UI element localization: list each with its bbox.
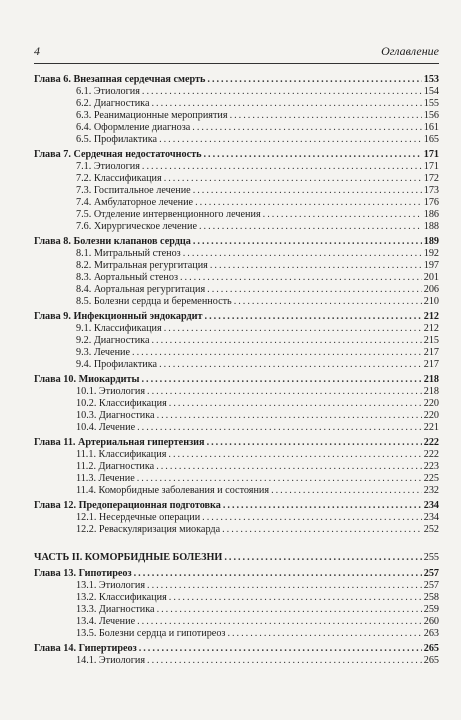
toc-entry-title: 12.2. Реваскуляризация миокарда <box>76 524 221 535</box>
dot-leader <box>192 122 421 134</box>
dot-leader <box>157 604 422 616</box>
toc-entry-title: 7.5. Отделение интервенционного лечения <box>76 209 261 220</box>
toc-entry-title: Глава 6. Внезапная сердечная смерть <box>34 74 206 85</box>
toc-page-number: 257 <box>423 568 439 579</box>
toc-section-entry <box>34 335 439 347</box>
toc-entry-title: Глава 7. Сердечная недостаточность <box>34 149 202 160</box>
toc-section-entry <box>34 359 439 371</box>
toc-entry-title: 13.2. Классификация <box>76 592 167 603</box>
toc-chapter-entry <box>34 74 439 86</box>
dot-leader <box>151 335 421 347</box>
toc-entry-title: 11.3. Лечение <box>76 473 135 484</box>
toc-entry-title: 6.2. Диагностика <box>76 98 150 109</box>
toc-page-number: 188 <box>423 221 439 232</box>
toc-page-number: 225 <box>423 473 439 484</box>
dot-leader <box>159 134 422 146</box>
toc-entry-title: 6.4. Оформление диагноза <box>76 122 191 133</box>
dot-leader <box>141 374 421 386</box>
toc-page-number: 206 <box>423 284 439 295</box>
toc-section-entry <box>34 449 439 461</box>
toc-entry-title: Глава 14. Гипертиреоз <box>34 643 137 654</box>
toc-section-entry <box>34 98 439 110</box>
table-of-contents <box>34 74 439 667</box>
toc-section-entry <box>34 323 439 335</box>
toc-entry-title: 8.3. Аортальный стеноз <box>76 272 178 283</box>
toc-page-number: 192 <box>423 248 439 259</box>
toc-section-entry <box>34 604 439 616</box>
dot-leader <box>137 422 422 434</box>
toc-section-entry <box>34 347 439 359</box>
toc-entry-title: 7.3. Госпитальное лечение <box>76 185 191 196</box>
toc-entry-title: 9.3. Лечение <box>76 347 131 358</box>
toc-page-number: 223 <box>423 461 439 472</box>
toc-section-entry <box>34 461 439 473</box>
toc-page-number: 218 <box>423 386 439 397</box>
toc-entry-title: 10.1. Этиология <box>76 386 146 397</box>
toc-section-entry <box>34 284 439 296</box>
toc-entry-title: 10.4. Лечение <box>76 422 136 433</box>
toc-entry-title: 13.1. Этиология <box>76 580 146 591</box>
header-divider <box>34 63 439 64</box>
toc-page-number: 222 <box>423 449 439 460</box>
dot-leader <box>263 209 422 221</box>
toc-chapter-entry <box>34 437 439 449</box>
toc-entry-title: Глава 8. Болезни клапанов сердца <box>34 236 191 247</box>
toc-entry-title: Глава 13. Гипотиреоз <box>34 568 132 579</box>
toc-entry-title: 6.5. Профилактика <box>76 134 158 145</box>
toc-section-entry <box>34 410 439 422</box>
dot-leader <box>168 449 421 461</box>
toc-entry-title: 8.5. Болезни сердца и беременность <box>76 296 232 307</box>
dot-leader <box>134 568 422 580</box>
toc-page-number: 153 <box>423 74 439 85</box>
toc-page-number: 234 <box>423 512 439 523</box>
toc-section-entry <box>34 260 439 272</box>
dot-leader <box>169 592 422 604</box>
toc-page-number: 255 <box>423 552 439 563</box>
toc-entry-title: 11.2. Диагностика <box>76 461 155 472</box>
page-number: 4 <box>34 44 40 58</box>
toc-section-entry <box>34 173 439 185</box>
toc-section-entry <box>34 524 439 536</box>
dot-leader <box>142 161 422 173</box>
dot-leader <box>224 551 421 565</box>
toc-section-entry <box>34 272 439 284</box>
toc-entry-title: 14.1. Этиология <box>76 655 146 666</box>
toc-part-entry <box>34 551 439 565</box>
toc-page-number: 252 <box>423 524 439 535</box>
toc-entry-title: 9.2. Диагностика <box>76 335 150 346</box>
dot-leader <box>164 173 422 185</box>
toc-page-number: 186 <box>423 209 439 220</box>
toc-page-number: 221 <box>423 422 439 433</box>
toc-page-number: 215 <box>423 335 439 346</box>
dot-leader <box>222 524 422 536</box>
toc-page-number: 258 <box>423 592 439 603</box>
toc-page-number: 217 <box>423 359 439 370</box>
toc-section-entry <box>34 592 439 604</box>
toc-section-entry <box>34 248 439 260</box>
dot-leader <box>199 221 422 233</box>
toc-page-number: 220 <box>423 410 439 421</box>
dot-leader <box>210 260 422 272</box>
dot-leader <box>151 98 421 110</box>
toc-page-number: 197 <box>423 260 439 271</box>
toc-entry-title: 13.5. Болезни сердца и гипотиреоз <box>76 628 226 639</box>
dot-leader <box>271 485 422 497</box>
dot-leader <box>205 311 422 323</box>
toc-page-number: 260 <box>423 616 439 627</box>
toc-section-entry <box>34 386 439 398</box>
toc-entry-title: 6.1. Этиология <box>76 86 140 97</box>
toc-entry-title: Глава 10. Миокардиты <box>34 374 140 385</box>
toc-page-number: 265 <box>423 643 439 654</box>
toc-section-entry <box>34 485 439 497</box>
toc-section-entry <box>34 185 439 197</box>
toc-section-entry <box>34 134 439 146</box>
toc-chapter-entry <box>34 236 439 248</box>
dot-leader <box>147 386 422 398</box>
toc-section-entry <box>34 398 439 410</box>
toc-entry-title: 10.3. Диагностика <box>76 410 155 421</box>
dot-leader <box>180 272 422 284</box>
toc-page-number: 220 <box>423 398 439 409</box>
toc-page-number: 212 <box>423 311 439 322</box>
dot-leader <box>169 398 422 410</box>
dot-leader <box>139 643 422 655</box>
toc-entry-title: Глава 9. Инфекционный эндокардит <box>34 311 203 322</box>
toc-page-number: 155 <box>423 98 439 109</box>
dot-leader <box>234 296 422 308</box>
toc-entry-title: Глава 11. Артериальная гипертензия <box>34 437 205 448</box>
toc-page-number: 154 <box>423 86 439 97</box>
dot-leader <box>227 628 421 640</box>
toc-section-entry <box>34 473 439 485</box>
toc-page-number: 171 <box>423 149 439 160</box>
toc-section-entry <box>34 616 439 628</box>
toc-entry-title: 8.2. Митральная регургитация <box>76 260 208 271</box>
dot-leader <box>147 655 422 667</box>
toc-entry-title: 11.1. Классификация <box>76 449 167 460</box>
toc-entry-title: 9.4. Профилактика <box>76 359 158 370</box>
dot-leader <box>132 347 422 359</box>
dot-leader <box>183 248 422 260</box>
dot-leader <box>195 197 422 209</box>
dot-leader <box>204 149 422 161</box>
toc-chapter-entry <box>34 311 439 323</box>
dot-leader <box>157 410 422 422</box>
toc-section-entry <box>34 221 439 233</box>
dot-leader <box>207 284 422 296</box>
toc-page-number: 232 <box>423 485 439 496</box>
dot-leader <box>137 473 422 485</box>
toc-page-number: 259 <box>423 604 439 615</box>
toc-entry-title: 7.1. Этиология <box>76 161 140 172</box>
toc-entry-title: 11.4. Коморбидные заболевания и состояния <box>76 485 270 496</box>
toc-section-entry <box>34 422 439 434</box>
toc-entry-title: 7.4. Амбулаторное лечение <box>76 197 194 208</box>
toc-section-entry <box>34 655 439 667</box>
toc-page-number: 171 <box>423 161 439 172</box>
dot-leader <box>147 580 422 592</box>
toc-page-number: 173 <box>423 185 439 196</box>
toc-section-entry <box>34 512 439 524</box>
toc-page-number: 189 <box>423 236 439 247</box>
dot-leader <box>159 359 422 371</box>
toc-section-entry <box>34 628 439 640</box>
toc-chapter-entry <box>34 643 439 655</box>
toc-section-entry <box>34 161 439 173</box>
dot-leader <box>207 437 422 449</box>
toc-section-entry <box>34 296 439 308</box>
dot-leader <box>202 512 422 524</box>
toc-chapter-entry <box>34 500 439 512</box>
toc-page-number: 265 <box>423 655 439 666</box>
dot-leader <box>193 185 422 197</box>
toc-page-number: 210 <box>423 296 439 307</box>
dot-leader <box>230 110 422 122</box>
toc-page-number: 156 <box>423 110 439 121</box>
dot-leader <box>207 74 421 86</box>
toc-section-entry <box>34 197 439 209</box>
toc-page-number: 218 <box>423 374 439 385</box>
toc-page-number: 176 <box>423 197 439 208</box>
toc-entry-title: ЧАСТЬ II. КОМОРБИДНЫЕ БОЛЕЗНИ <box>34 552 223 563</box>
toc-entry-title: 9.1. Классификация <box>76 323 162 334</box>
toc-page-number: 165 <box>423 134 439 145</box>
toc-page-number: 212 <box>423 323 439 334</box>
toc-section-entry <box>34 122 439 134</box>
toc-chapter-entry <box>34 149 439 161</box>
toc-page-number: 161 <box>423 122 439 133</box>
running-title: Оглавление <box>381 44 439 58</box>
dot-leader <box>193 236 422 248</box>
toc-chapter-entry <box>34 374 439 386</box>
toc-page-number: 222 <box>423 437 439 448</box>
toc-chapter-entry <box>34 568 439 580</box>
toc-section-entry <box>34 209 439 221</box>
dot-leader <box>223 500 422 512</box>
toc-section-entry <box>34 580 439 592</box>
dot-leader <box>156 461 422 473</box>
toc-entry-title: 6.3. Реанимационные мероприятия <box>76 110 228 121</box>
toc-page-number: 257 <box>423 580 439 591</box>
toc-page-number: 234 <box>423 500 439 511</box>
toc-entry-title: 13.4. Лечение <box>76 616 136 627</box>
dot-leader <box>164 323 422 335</box>
toc-entry-title: 10.2. Классификация <box>76 398 167 409</box>
toc-entry-title: 8.4. Аортальная регургитация <box>76 284 206 295</box>
toc-entry-title: 7.6. Хирургическое лечение <box>76 221 197 232</box>
toc-section-entry <box>34 86 439 98</box>
toc-page-number: 172 <box>423 173 439 184</box>
dot-leader <box>137 616 422 628</box>
toc-page-number: 201 <box>423 272 439 283</box>
toc-page-number: 217 <box>423 347 439 358</box>
toc-entry-title: 7.2. Классификация <box>76 173 162 184</box>
dot-leader <box>142 86 422 98</box>
toc-page-number: 263 <box>423 628 439 639</box>
toc-entry-title: Глава 12. Предоперационная подготовка <box>34 500 221 511</box>
toc-entry-title: 8.1. Митральный стеноз <box>76 248 181 259</box>
toc-section-entry <box>34 110 439 122</box>
toc-entry-title: 12.1. Несердечные операции <box>76 512 201 523</box>
toc-entry-title: 13.3. Диагностика <box>76 604 155 615</box>
